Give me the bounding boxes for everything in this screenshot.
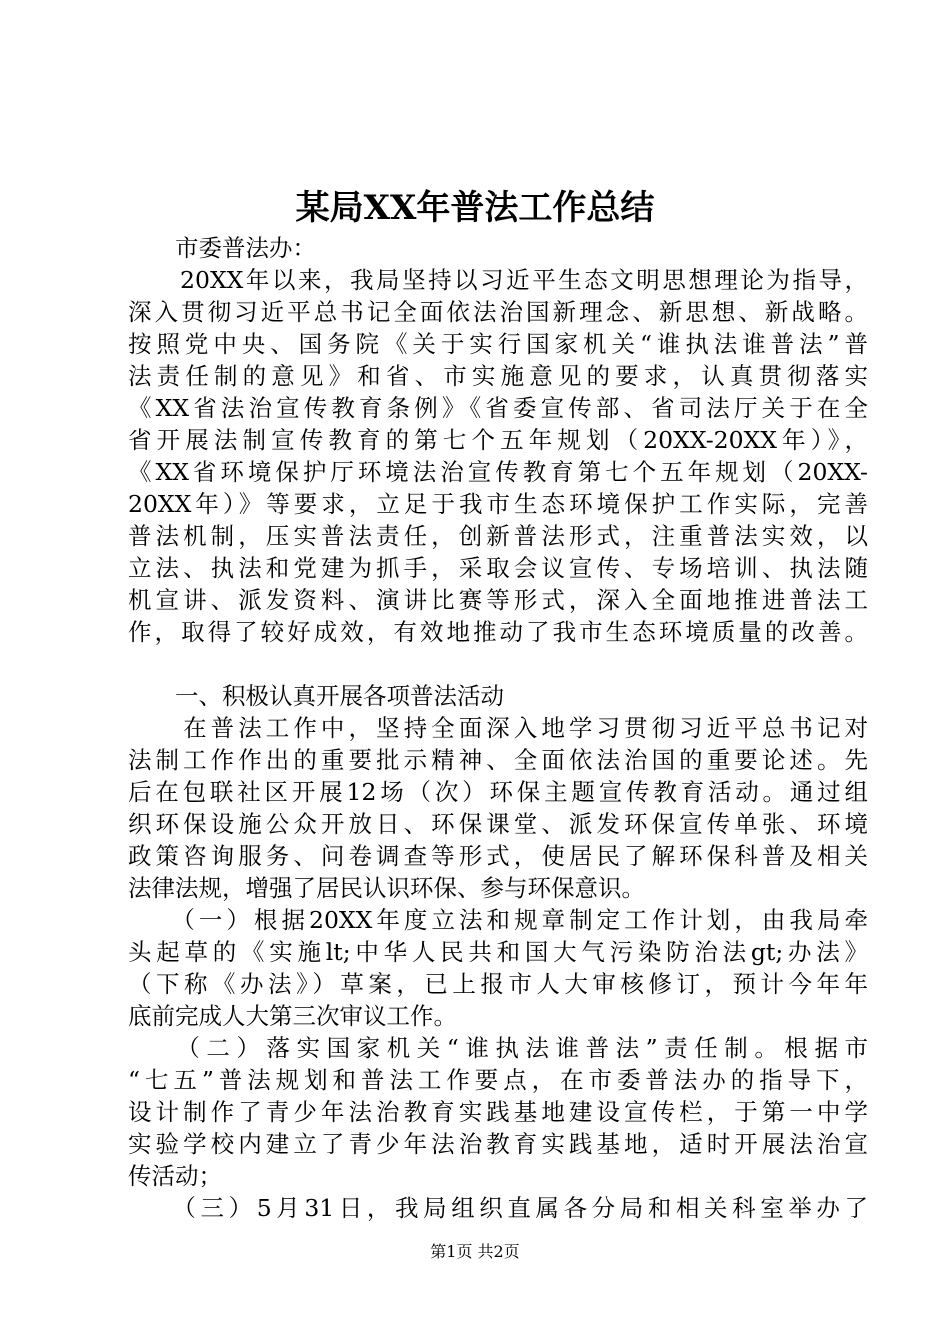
text-line: 设计制作了青少年法治教育实践基地建设宣传栏，于第一中学 [128, 1098, 868, 1126]
text-line: 按照党中央、国务院《关于实行国家机关“谁执法谁普法”普 [128, 330, 868, 358]
text-line: 政策咨询服务、问卷调查等形式，使居民了解环保科普及相关 [128, 842, 868, 870]
section-heading: 一、积极认真开展各项普法活动 [128, 682, 504, 710]
text-line: “七五”普法规划和普法工作要点，在市委普法办的指导下， [128, 1066, 868, 1094]
page-footer: 第1页 共2页 [430, 1242, 520, 1261]
text-line: 《XX省环境保护厅环境法治宣传教育第七个五年规划（20XX- [128, 458, 868, 486]
text-line: 织环保设施公众开放日、环保课堂、派发环保宣传单张、环境 [128, 810, 868, 838]
text-line: 20XX年）》等要求，立足于我市生态环境保护工作实际，完善 [128, 490, 868, 518]
text-line: 法责任制的意见》和省、市实施意见的要求，认真贯彻落实 [128, 362, 868, 390]
text-line: （三）5月31日，我局组织直属各分局和相关科室举办了 [128, 1194, 868, 1222]
text-line: 市委普法办： [128, 234, 316, 262]
text-line: 机宣讲、派发资料、演讲比赛等形式，深入全面地推进普法工 [128, 586, 868, 614]
text-line: （一）根据20XX年度立法和规章制定工作计划，由我局牵 [128, 906, 868, 934]
text-line: 作，取得了较好成效，有效地推动了我市生态环境质量的改善。 [128, 618, 868, 646]
text-line: 头起草的《实施lt;中华人民共和国大气污染防治法gt;办法》 [128, 938, 868, 966]
text-line: 传活动； [128, 1162, 222, 1190]
text-line: 《XX省法治宣传教育条例》《省委宣传部、省司法厅关于在全 [128, 394, 868, 422]
text-line: 实验学校内建立了青少年法治教育实践基地，适时开展法治宣 [128, 1130, 868, 1158]
text-line: 法律法规，增强了居民认识环保、参与环保意识。 [128, 874, 645, 902]
page-title: 某局XX年普法工作总结 [295, 188, 655, 228]
text-line: （下称《办法》）草案，已上报市人大审核修订，预计今年年 [128, 970, 868, 998]
text-line: 底前完成人大第三次审议工作。 [128, 1002, 457, 1030]
text-line: 深入贯彻习近平总书记全面依法治国新理念、新思想、新战略。 [128, 298, 868, 326]
text-line: 20XX年以来，我局坚持以习近平生态文明思想理论为指导， [128, 266, 868, 294]
text-line: （二）落实国家机关“谁执法谁普法”责任制。根据市 [128, 1034, 868, 1062]
text-line: 省开展法制宣传教育的第七个五年规划（20XX-20XX年）》， [128, 426, 868, 454]
text-line: 在普法工作中，坚持全面深入地学习贯彻习近平总书记对 [128, 714, 868, 742]
text-line: 后在包联社区开展12场（次）环保主题宣传教育活动。通过组 [128, 778, 868, 806]
text-line: 立法、执法和党建为抓手，采取会议宣传、专场培训、执法随 [128, 554, 868, 582]
text-line: 法制工作作出的重要批示精神、全面依法治国的重要论述。先 [128, 746, 868, 774]
text-line: 普法机制，压实普法责任，创新普法形式，注重普法实效，以 [128, 522, 868, 550]
